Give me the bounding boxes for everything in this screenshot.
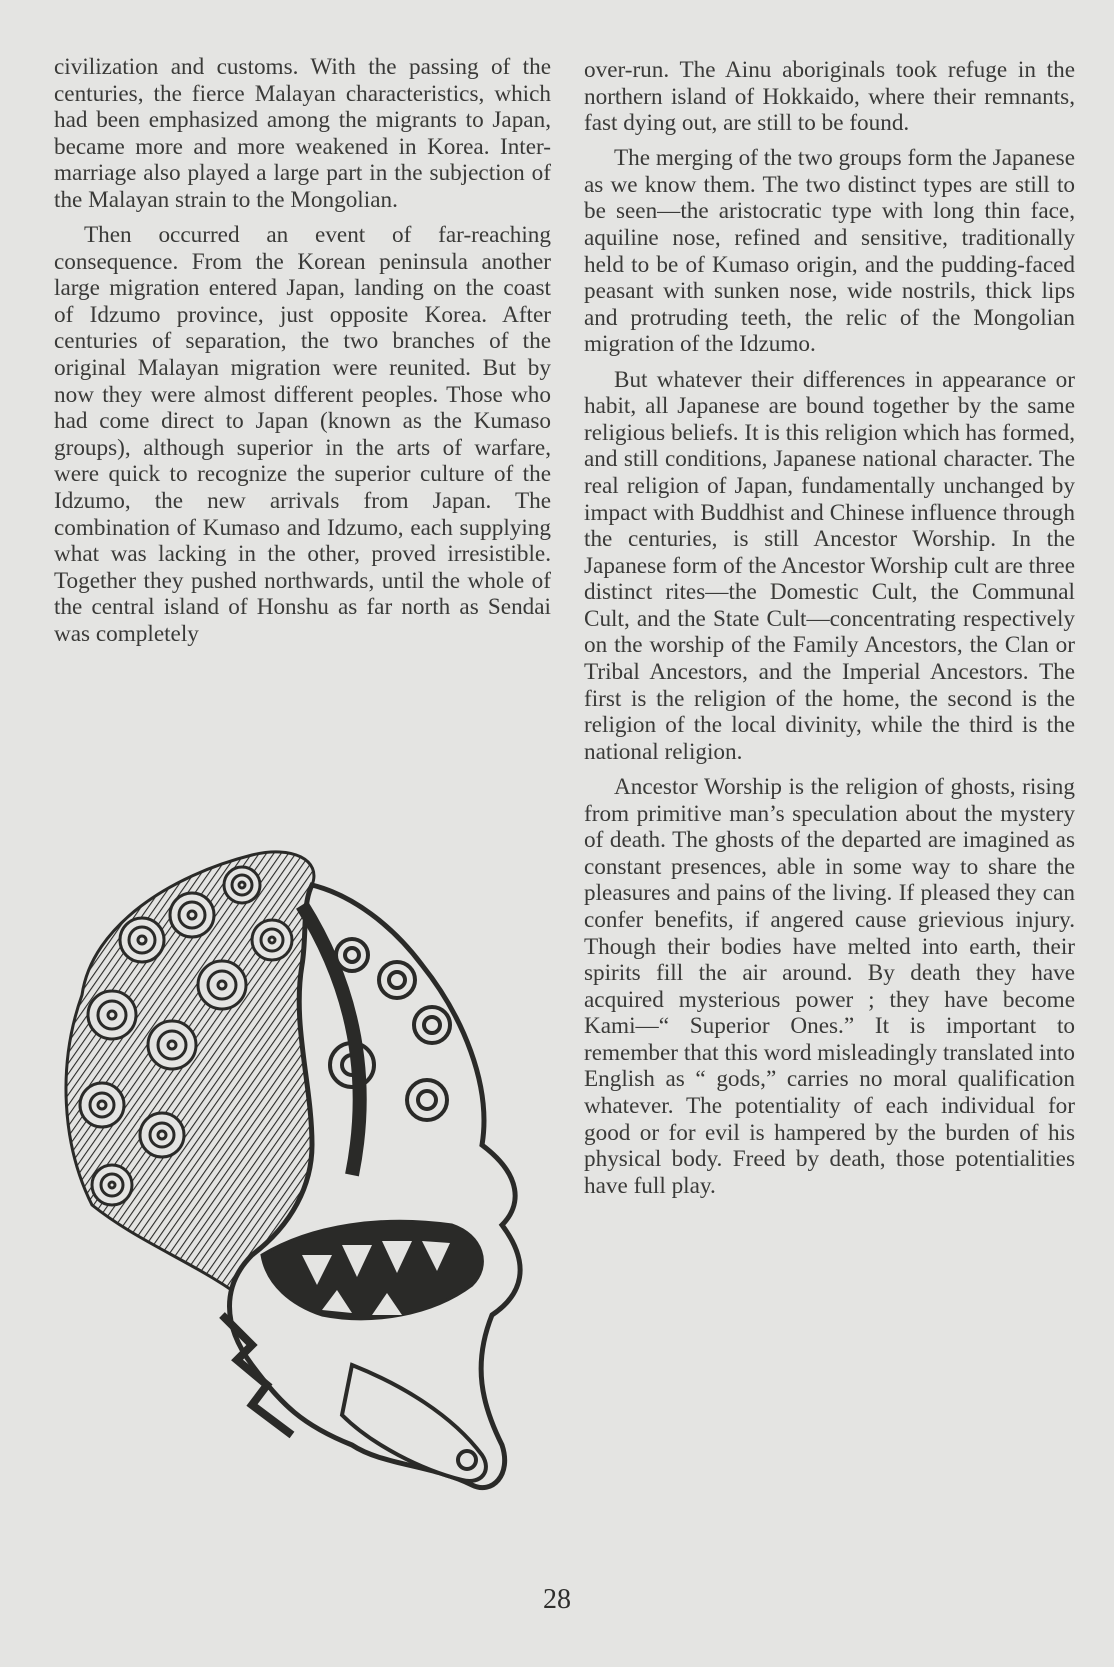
- page-number: 28: [543, 1584, 571, 1615]
- right-column: [584, 57, 1075, 1208]
- paragraph: The merging of the two groups form the Japanese as we know them. The two distinct types are still to be seen—the aristocratic type with long thin face, aquiline nose, refined and sensitive, traditionally held to be of Kumaso origin, and the pudding-faced peasant with sunken nose, wide nostrils, thick lips and protruding teeth, the relic of the Mongolian migration of the Idzumo.: [584, 145, 1075, 358]
- paragraph: over-run. The Ainu aboriginals took refuge in the northern island of Hokkaido, where their remnants, fast dying out, are still to be found.: [584, 57, 1075, 137]
- paragraph: Then occurred an event of far-reaching consequence. From the Korean peninsula another large migration entered Japan, landing on the coast of Idzumo province, just opposite Korea. After centuries of separation, the two branches of the original Malayan migration were reunited. But by now they were almost different peoples. Those who had come direct to Japan (known as the Kumaso groups), although superior in the arts of warfare, were quick to recognize the superior culture of the Idzumo, the new arrivals from Japan. The combination of Kumaso and Idzumo, each supplying what was lacking in the other, proved irresistible. Together they pushed northwards, until the whole of the central island of Honshu as far north as Sendai was completely: [54, 222, 551, 647]
- paragraph: Ancestor Worship is the religion of ghosts, rising from primitive man’s speculation about the mystery of death. The ghosts of the departed are imagined as constant presences, able in some way to share the pleasures and pains of the living. If pleased they can confer benefits, if angered cause grievious injury. Though their bodies have melted into earth, their spirits fill the air around. By death they have acquired mysterious power ; they have become Kami—“ Superior Ones.” It is important to remember that this word misleadingly translated into English as “ gods,” carries no moral qualification whatever. The potentiality of each individual for good or for evil is hampered by the burden of his physical body. Freed by death, those potentialities have full play.: [584, 773, 1075, 1199]
- paragraph: But whatever their differences in appearance or habit, all Japanese are bound together by the same religious beliefs. It is this religion which has formed, and still conditions, Japanese national character. The real religion of Japan, fundamentally unchanged by impact with Buddhist and Chinese influence through the centuries, is still Ancestor Worship. In the Japanese form of the Ancestor Worship cult are three distinct rites—the Domestic Cult, the Communal Cult, and the State Cult—concentrating respectively on the worship of the Family Ancestors, the Clan or Tribal Ancestors, and the Imperial Ancestors. The first is the religion of the home, the second is the religion of the local divinity, while the third is the national religion.: [584, 366, 1075, 765]
- nostril: [458, 1451, 476, 1469]
- lion-mask-illustration: [52, 845, 557, 1557]
- paragraph: civilization and customs. With the passing of the centuries, the fierce Malayan characteristics, which had been emphasized among the migrants to Japan, became more and more weakened in Korea. Inter-marriage also played a large part in the subjection of the Malayan strain to the Mongolian.: [54, 54, 551, 213]
- left-column: [54, 54, 551, 656]
